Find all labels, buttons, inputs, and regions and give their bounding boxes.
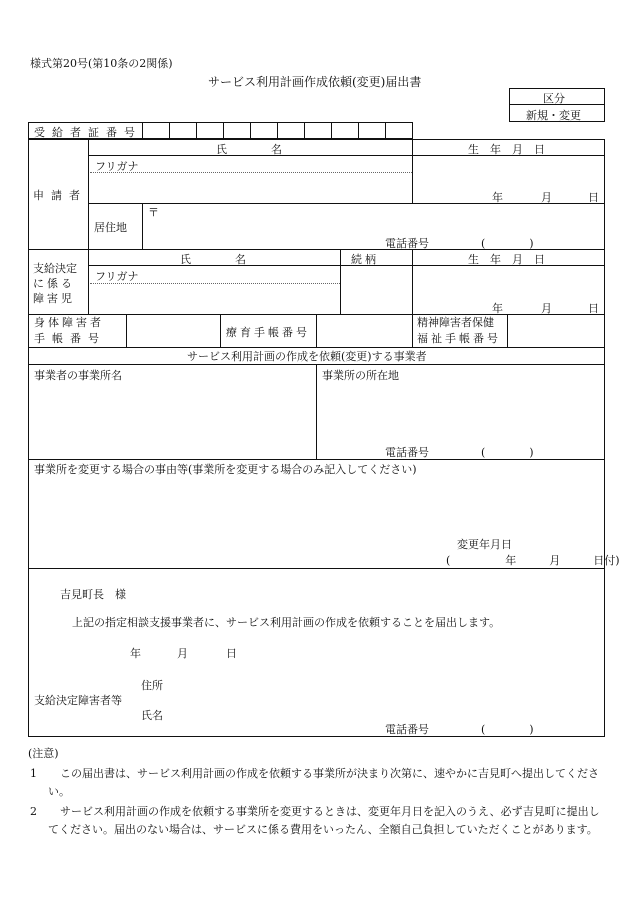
child-label bbox=[33, 261, 77, 306]
addressee: 吉見町長 様 bbox=[60, 588, 126, 601]
declarant-party-label: 支給決定障害者等 bbox=[34, 694, 122, 707]
applicant-birth-day: 日 bbox=[588, 191, 599, 204]
child-birth-month: 月 bbox=[541, 302, 552, 315]
mental-handbook-line-1: 精神障害者保健 bbox=[417, 316, 494, 329]
change-date-paren: ( 年 月 日付) bbox=[446, 554, 620, 567]
child-birth-year: 年 bbox=[492, 302, 503, 315]
note-item-2 bbox=[30, 803, 610, 839]
declarant-name-label: 氏名 bbox=[141, 709, 163, 722]
note-text: この届出書は、サービス利用計画の作成を依頼する事業所が決まり次第に、速やかに吉見町へ提出してください。 bbox=[48, 767, 599, 798]
physical-handbook-line-2: 手帳番号 bbox=[34, 332, 106, 345]
provider-name-label: 事業者の事業所名 bbox=[34, 369, 122, 382]
child-name-header: 氏 名 bbox=[180, 253, 246, 266]
change-date-label: 変更年月日 bbox=[457, 538, 512, 551]
provider-address-label: 事業所の所在地 bbox=[322, 369, 399, 382]
declarant-address-label: 住所 bbox=[141, 679, 163, 692]
declaration-month: 月 bbox=[177, 647, 188, 660]
declaration-day: 日 bbox=[226, 647, 237, 660]
applicant-name-header: 氏 名 bbox=[216, 143, 282, 156]
child-label-line-3: 障害児 bbox=[33, 292, 75, 305]
form-id: 様式第20号(第10条の2関係) bbox=[30, 57, 173, 70]
provider-section-header: サービス利用計画の作成を依頼(変更)する事業者 bbox=[187, 350, 427, 363]
declaration-year: 年 bbox=[130, 647, 141, 660]
applicant-label: 申請者 bbox=[33, 189, 87, 202]
note-item-1 bbox=[30, 765, 610, 801]
note-number: 2 bbox=[30, 805, 37, 818]
child-label-line-2: に係る bbox=[33, 277, 75, 290]
note-number: 1 bbox=[30, 767, 37, 780]
declaration-statement: 上記の指定相談支援事業者に、サービス利用計画の作成を依頼することを届出します。 bbox=[72, 616, 501, 629]
kubun-value[interactable]: 新規・変更 bbox=[526, 109, 581, 122]
physical-handbook-line-1: 身体障害者 bbox=[34, 316, 104, 329]
mental-handbook-line-2: 福祉手帳番号 bbox=[417, 332, 501, 345]
declarant-phone-label: 電話番号 bbox=[385, 723, 429, 736]
applicant-phone-label: 電話番号 bbox=[385, 237, 429, 250]
kubun-header: 区分 bbox=[543, 92, 565, 105]
change-reason-label: 事業所を変更する場合の事由等(事業所を変更する場合のみ記入してください) bbox=[34, 463, 417, 476]
applicant-birth-header: 生 年 月 日 bbox=[468, 143, 545, 156]
note-text: サービス利用計画の作成を依頼する事業所を変更するときは、変更年月日を記入のうえ、必ず吉見町に提出してください。届出のない場合は、サービスに係る費用をいったん、全額自己負担していただくことがあります。 bbox=[48, 805, 600, 836]
form-title: サービス利用計画作成依頼(変更)届出書 bbox=[208, 75, 422, 89]
child-label-line-1: 支給決定 bbox=[33, 262, 77, 275]
recipient-number-label: 受給者証番号 bbox=[34, 126, 142, 139]
physical-handbook-label bbox=[34, 315, 106, 347]
declarant-phone-paren: ( ) bbox=[481, 723, 534, 736]
notes-header: (注意) bbox=[28, 747, 59, 760]
applicant-furigana-label: フリガナ bbox=[95, 160, 139, 173]
applicant-postal-mark: 〒 bbox=[148, 206, 159, 219]
child-birth-day: 日 bbox=[588, 302, 599, 315]
child-relation-header: 続柄 bbox=[351, 253, 379, 266]
applicant-birth-year: 年 bbox=[492, 191, 503, 204]
child-birth-header: 生 年 月 日 bbox=[468, 253, 545, 266]
mental-handbook-label bbox=[417, 315, 501, 347]
child-furigana-label: フリガナ bbox=[95, 270, 139, 283]
ryoiku-handbook-label: 療育手帳番号 bbox=[226, 326, 310, 339]
applicant-birth-month: 月 bbox=[541, 191, 552, 204]
provider-phone-label: 電話番号 bbox=[385, 446, 429, 459]
provider-phone-paren: ( ) bbox=[481, 446, 534, 459]
applicant-phone-paren: ( ) bbox=[481, 237, 534, 250]
applicant-address-label: 居住地 bbox=[94, 221, 127, 234]
